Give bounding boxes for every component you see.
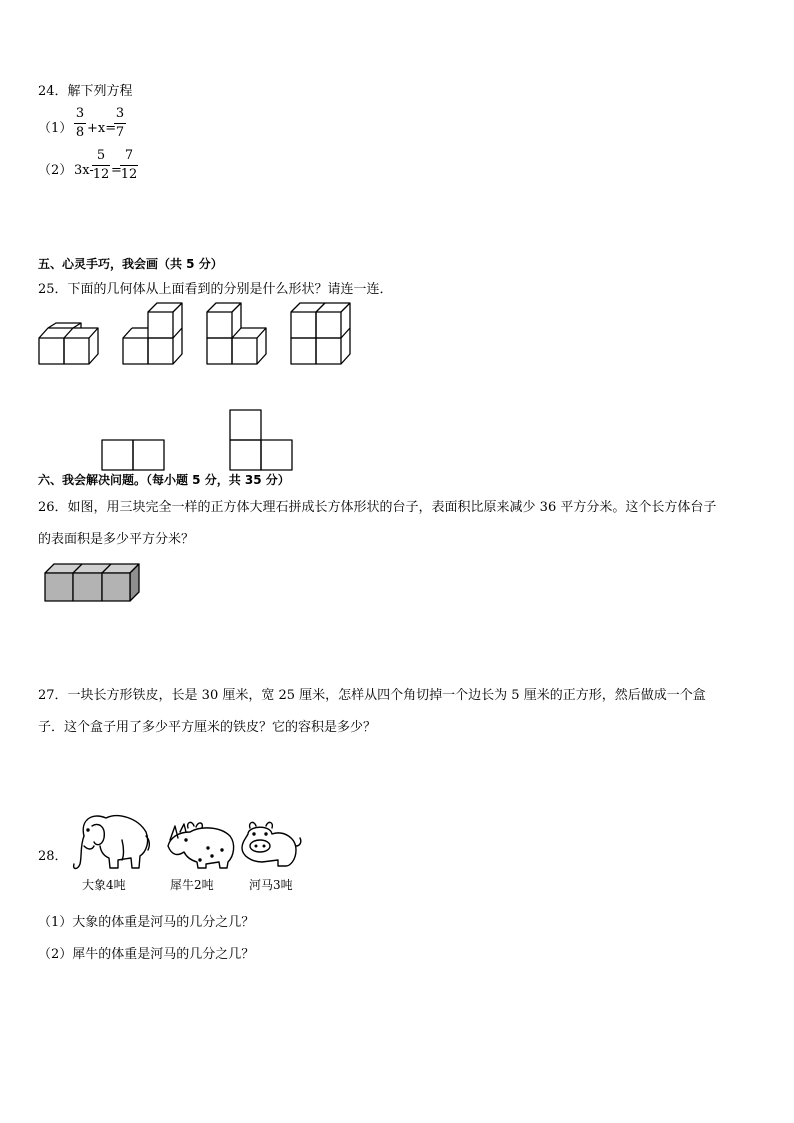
rhino-caption: 犀牛2吨 — [170, 878, 214, 892]
q28-sub1: （1）大象的体重是河马的几分之几？ — [38, 915, 255, 930]
q25-text: 25．下面的几何体从上面看到的分别是什么形状？请连一连． — [38, 282, 393, 297]
fraction-denominator: 12 — [92, 167, 110, 182]
section5-heading: 五、心灵手巧，我会画（共 5 分） — [38, 257, 223, 271]
q26-line1: 26．如图，用三块完全一样的正方体大理石拼成长方体形状的台子，表面积比原来减少 36 平方分米。这个长方体台子 — [38, 500, 717, 515]
q24-part2-label: （2） — [38, 163, 73, 178]
q24-part2-prefix: 3x- — [74, 163, 94, 178]
q27-line2: 子．这个盒子用了多少平方厘米的铁皮？它的容积是多少？ — [38, 720, 377, 735]
hippo-caption: 河马3吨 — [249, 878, 293, 892]
hippo-icon — [242, 822, 301, 866]
fraction-numerator: 7 — [124, 148, 134, 163]
fraction-numerator: 5 — [96, 148, 106, 163]
fraction-denominator: 12 — [120, 167, 138, 182]
elephant-caption: 大象4吨 — [82, 878, 126, 892]
fraction-denominator: 8 — [75, 125, 85, 140]
fraction-numerator: 3 — [115, 106, 125, 121]
q24-part1-operator: +x= — [87, 121, 117, 136]
elephant-icon — [74, 816, 150, 869]
q28-sub2: （2）犀牛的体重是河马的几分之几？ — [38, 947, 255, 962]
section6-heading: 六、我会解决问题。（每小题 5 分，共 35 分） — [38, 473, 290, 487]
q27-line1: 27．一块长方形铁皮，长是 30 厘米，宽 25 厘米，怎样从四个角切掉一个边长为 5 厘米的正方形，然后做成一个盒 — [38, 688, 706, 703]
q24-part1-label: （1） — [38, 121, 73, 136]
q28-number: 28． — [38, 849, 68, 864]
q24-title: 24．解下列方程 — [38, 84, 133, 99]
fraction-denominator: 7 — [115, 125, 125, 140]
fraction-numerator: 3 — [75, 106, 85, 121]
q26-line2: 的表面积是多少平方分米？ — [38, 532, 195, 547]
q24-part2-operator: = — [111, 163, 122, 178]
rhino-icon — [168, 822, 234, 868]
